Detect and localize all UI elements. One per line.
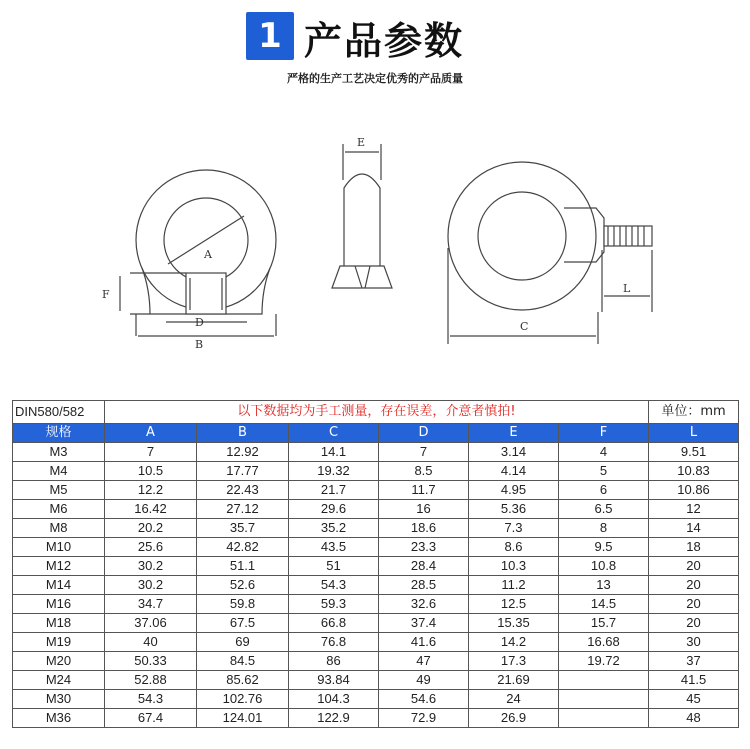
col-header-f: F xyxy=(559,424,649,443)
value-cell: 19.72 xyxy=(559,652,649,671)
value-cell: 8.5 xyxy=(379,462,469,481)
value-cell: 16.68 xyxy=(559,633,649,652)
value-cell xyxy=(559,709,649,728)
top-view-drawing xyxy=(448,162,652,344)
value-cell: 9.5 xyxy=(559,538,649,557)
table-row xyxy=(13,652,739,671)
value-cell: 86 xyxy=(289,652,379,671)
spec-cell: M12 xyxy=(13,557,105,576)
table-row xyxy=(13,443,739,462)
value-cell: 12.2 xyxy=(105,481,197,500)
table-header-row xyxy=(13,424,739,443)
value-cell: 47 xyxy=(379,652,469,671)
value-cell: 26.9 xyxy=(469,709,559,728)
value-cell: 8 xyxy=(559,519,649,538)
value-cell: 7 xyxy=(379,443,469,462)
value-cell: 67.5 xyxy=(197,614,289,633)
spec-cell: M4 xyxy=(13,462,105,481)
value-cell: 59.3 xyxy=(289,595,379,614)
value-cell: 85.62 xyxy=(197,671,289,690)
value-cell: 50.33 xyxy=(105,652,197,671)
value-cell: 52.88 xyxy=(105,671,197,690)
spec-cell: M8 xyxy=(13,519,105,538)
spec-cell: M30 xyxy=(13,690,105,709)
value-cell: 18.6 xyxy=(379,519,469,538)
value-cell: 34.7 xyxy=(105,595,197,614)
table-row xyxy=(13,690,739,709)
label-b: B xyxy=(195,338,204,351)
value-cell: 122.9 xyxy=(289,709,379,728)
value-cell: 20 xyxy=(649,614,739,633)
table-row xyxy=(13,462,739,481)
value-cell: 59.8 xyxy=(197,595,289,614)
spec-cell: M24 xyxy=(13,671,105,690)
value-cell: 10.8 xyxy=(559,557,649,576)
value-cell: 84.5 xyxy=(197,652,289,671)
value-cell: 51.1 xyxy=(197,557,289,576)
value-cell: 102.76 xyxy=(197,690,289,709)
value-cell: 14 xyxy=(649,519,739,538)
value-cell: 28.4 xyxy=(379,557,469,576)
value-cell: 43.5 xyxy=(289,538,379,557)
spec-cell: M3 xyxy=(13,443,105,462)
table-row xyxy=(13,671,739,690)
value-cell: 10.5 xyxy=(105,462,197,481)
col-header-b: B xyxy=(197,424,289,443)
value-cell: 21.7 xyxy=(289,481,379,500)
value-cell: 54.3 xyxy=(105,690,197,709)
label-a: A xyxy=(204,248,212,261)
table-row xyxy=(13,633,739,652)
table-row xyxy=(13,614,739,633)
table-row xyxy=(13,557,739,576)
value-cell: 48 xyxy=(649,709,739,728)
label-f: F xyxy=(102,288,110,301)
value-cell xyxy=(559,690,649,709)
spec-cell: M5 xyxy=(13,481,105,500)
value-cell: 12 xyxy=(649,500,739,519)
value-cell: 11.2 xyxy=(469,576,559,595)
value-cell: 37.4 xyxy=(379,614,469,633)
value-cell: 49 xyxy=(379,671,469,690)
unit-label: 单位：mm xyxy=(649,401,739,424)
value-cell: 15.35 xyxy=(469,614,559,633)
value-cell: 124.01 xyxy=(197,709,289,728)
value-cell: 4 xyxy=(559,443,649,462)
value-cell: 6.5 xyxy=(559,500,649,519)
spec-cell: M14 xyxy=(13,576,105,595)
col-header-a: A xyxy=(105,424,197,443)
value-cell: 3.14 xyxy=(469,443,559,462)
col-header-l: L xyxy=(649,424,739,443)
value-cell xyxy=(559,671,649,690)
value-cell: 18 xyxy=(649,538,739,557)
value-cell: 30 xyxy=(649,633,739,652)
value-cell: 41.5 xyxy=(649,671,739,690)
value-cell: 21.69 xyxy=(469,671,559,690)
value-cell: 45 xyxy=(649,690,739,709)
value-cell: 35.7 xyxy=(197,519,289,538)
value-cell: 27.12 xyxy=(197,500,289,519)
value-cell: 14.2 xyxy=(469,633,559,652)
label-l: L xyxy=(623,282,631,295)
value-cell: 76.8 xyxy=(289,633,379,652)
table-row xyxy=(13,576,739,595)
value-cell: 13 xyxy=(559,576,649,595)
spec-cell: M20 xyxy=(13,652,105,671)
section-number-badge: 1 xyxy=(246,12,294,60)
value-cell: 16.42 xyxy=(105,500,197,519)
value-cell: 19.32 xyxy=(289,462,379,481)
table-row xyxy=(13,709,739,728)
value-cell: 20 xyxy=(649,576,739,595)
value-cell: 54.3 xyxy=(289,576,379,595)
page-subtitle: 严格的生产工艺决定优秀的产品质量 xyxy=(287,72,463,85)
spec-cell: M36 xyxy=(13,709,105,728)
spec-cell: M19 xyxy=(13,633,105,652)
value-cell: 25.6 xyxy=(105,538,197,557)
spec-cell: M18 xyxy=(13,614,105,633)
col-header-e: E xyxy=(469,424,559,443)
value-cell: 7 xyxy=(105,443,197,462)
table-title-row xyxy=(13,401,739,424)
value-cell: 41.6 xyxy=(379,633,469,652)
value-cell: 51 xyxy=(289,557,379,576)
table-row xyxy=(13,519,739,538)
value-cell: 35.2 xyxy=(289,519,379,538)
value-cell: 6 xyxy=(559,481,649,500)
value-cell: 14.1 xyxy=(289,443,379,462)
value-cell: 12.5 xyxy=(469,595,559,614)
spec-cell: M16 xyxy=(13,595,105,614)
value-cell: 54.6 xyxy=(379,690,469,709)
value-cell: 37 xyxy=(649,652,739,671)
spec-cell: M10 xyxy=(13,538,105,557)
value-cell: 20.2 xyxy=(105,519,197,538)
standard-label: DIN580/582 xyxy=(13,401,105,424)
table-row xyxy=(13,538,739,557)
value-cell: 104.3 xyxy=(289,690,379,709)
value-cell: 40 xyxy=(105,633,197,652)
value-cell: 14.5 xyxy=(559,595,649,614)
label-c: C xyxy=(520,320,529,333)
table-row xyxy=(13,481,739,500)
front-view-drawing xyxy=(120,170,276,336)
value-cell: 42.82 xyxy=(197,538,289,557)
value-cell: 5 xyxy=(559,462,649,481)
value-cell: 4.14 xyxy=(469,462,559,481)
value-cell: 30.2 xyxy=(105,576,197,595)
spec-table xyxy=(12,400,739,728)
value-cell: 5.36 xyxy=(469,500,559,519)
value-cell: 20 xyxy=(649,595,739,614)
col-header-spec: 规格 xyxy=(13,424,105,443)
col-header-d: D xyxy=(379,424,469,443)
value-cell: 17.3 xyxy=(469,652,559,671)
value-cell: 4.95 xyxy=(469,481,559,500)
value-cell: 22.43 xyxy=(197,481,289,500)
value-cell: 30.2 xyxy=(105,557,197,576)
value-cell: 69 xyxy=(197,633,289,652)
value-cell: 72.9 xyxy=(379,709,469,728)
value-cell: 29.6 xyxy=(289,500,379,519)
value-cell: 10.83 xyxy=(649,462,739,481)
value-cell: 37.06 xyxy=(105,614,197,633)
page-title: 产品参数 xyxy=(304,19,465,63)
table-row xyxy=(13,595,739,614)
eye-nut-technical-drawings xyxy=(0,100,750,400)
spec-cell: M6 xyxy=(13,500,105,519)
value-cell: 10.3 xyxy=(469,557,559,576)
col-header-c: C xyxy=(289,424,379,443)
value-cell: 23.3 xyxy=(379,538,469,557)
measurement-notice: 以下数据均为手工测量，存在误差，介意者慎拍! xyxy=(105,401,649,424)
value-cell: 9.51 xyxy=(649,443,739,462)
value-cell: 32.6 xyxy=(379,595,469,614)
value-cell: 17.77 xyxy=(197,462,289,481)
value-cell: 10.86 xyxy=(649,481,739,500)
side-view-drawing xyxy=(332,144,392,288)
header xyxy=(0,0,750,100)
spec-table-wrap xyxy=(12,400,738,728)
label-d: D xyxy=(195,316,204,329)
value-cell: 52.6 xyxy=(197,576,289,595)
value-cell: 28.5 xyxy=(379,576,469,595)
label-e: E xyxy=(357,136,366,149)
value-cell: 11.7 xyxy=(379,481,469,500)
value-cell: 7.3 xyxy=(469,519,559,538)
value-cell: 16 xyxy=(379,500,469,519)
value-cell: 67.4 xyxy=(105,709,197,728)
value-cell: 20 xyxy=(649,557,739,576)
value-cell: 66.8 xyxy=(289,614,379,633)
value-cell: 12.92 xyxy=(197,443,289,462)
value-cell: 24 xyxy=(469,690,559,709)
table-row xyxy=(13,500,739,519)
value-cell: 93.84 xyxy=(289,671,379,690)
value-cell: 8.6 xyxy=(469,538,559,557)
value-cell: 15.7 xyxy=(559,614,649,633)
